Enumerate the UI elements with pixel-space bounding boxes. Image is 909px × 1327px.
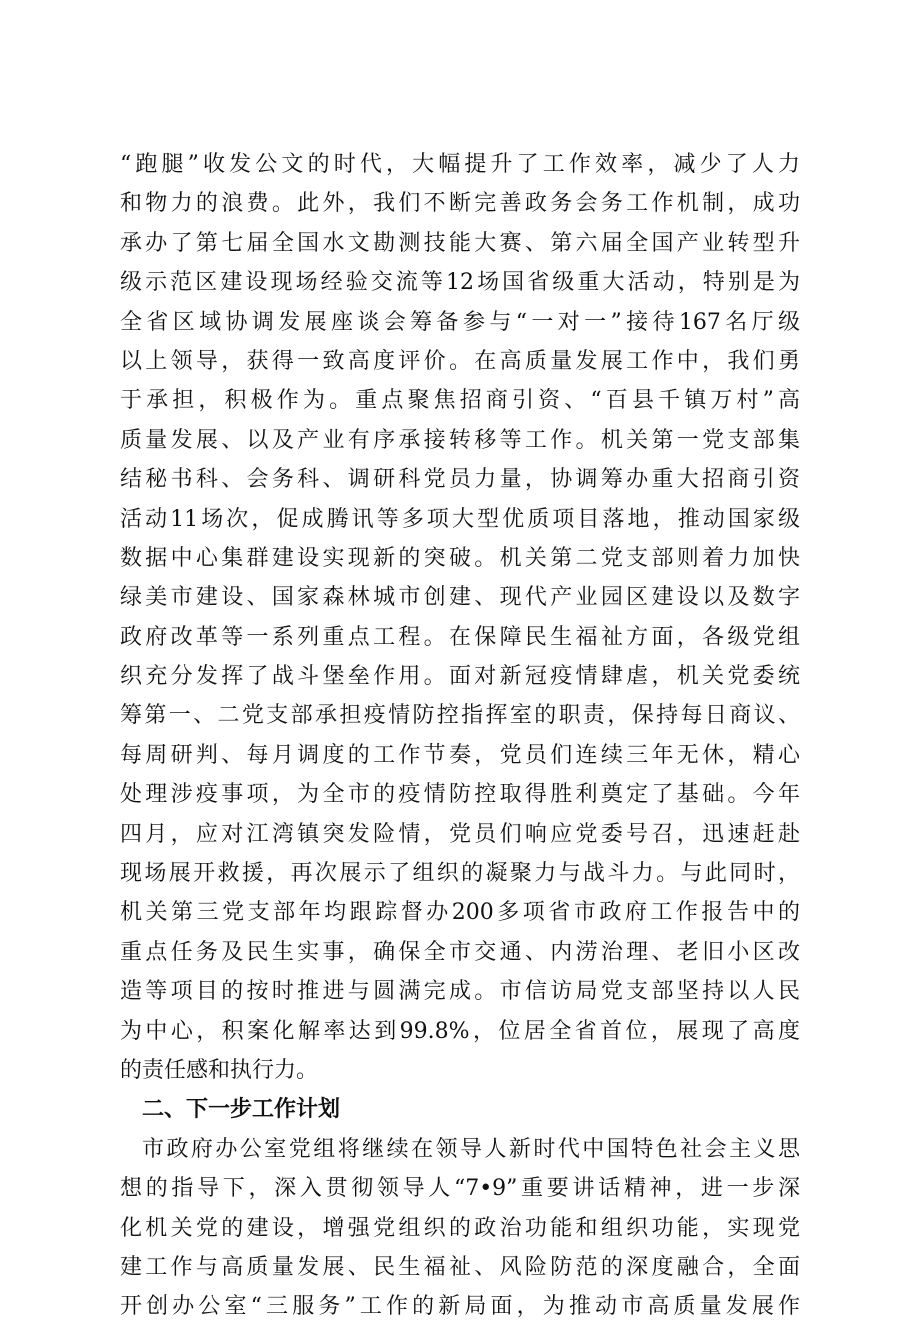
text-line: 四月，应对江湾镇突发险情，党员们响应党委号召，迅速赶赴 <box>120 821 800 847</box>
text-line: 现场展开救援，再次展示了组织的凝聚力与战斗力。与此同时， <box>120 861 800 887</box>
section-heading: 二、下一步工作计划 <box>142 1097 341 1123</box>
text-line: 每周研判、每月调度的工作节奏，党员们连续三年无休，精心 <box>120 742 800 768</box>
text-line: 重点任务及民生实事，确保全市交通、内涝治理、老旧小区改 <box>120 939 800 965</box>
text-line: 机关第三党支部年均跟踪督办200多项省市政府工作报告中的 <box>120 900 800 926</box>
text-line: 以上领导，获得一致高度评价。在高质量发展工作中，我们勇 <box>120 348 800 374</box>
text-line: 市政府办公室党组将继续在领导人新时代中国特色社会主义思 <box>142 1136 800 1162</box>
text-line: 和物力的浪费。此外，我们不断完善政务会务工作机制，成功 <box>120 191 800 217</box>
paragraph-work-plan <box>120 1130 800 1327</box>
text-line: 造等项目的按时推进与圆满完成。市信访局党支部坚持以人民 <box>120 979 800 1005</box>
text-line: 全省区域协调发展座谈会筹备参与“一对一”接待167名厅级 <box>120 309 800 335</box>
text-line: 处理涉疫事项，为全市的疫情防控取得胜利奠定了基础。今年 <box>120 782 800 808</box>
text-line: 结秘书科、会务科、调研科党员力量，协调筹办重大招商引资 <box>120 467 800 493</box>
text-line: 承办了第七届全国水文勘测技能大赛、第六届全国产业转型升 <box>120 230 800 256</box>
text-line: 活动11场次，促成腾讯等多项大型优质项目落地，推动国家级 <box>120 506 800 532</box>
text-line: 的责任感和执行力。 <box>120 1057 319 1083</box>
text-line: 想的指导下，深入贯彻领导人“7•9”重要讲话精神，进一步深 <box>120 1176 800 1202</box>
text-line: 筹第一、二党支部承担疫情防控指挥室的职责，保持每日商议、 <box>120 703 800 729</box>
text-line: 为中心，积案化解率达到99.8%，位居全省首位，展现了高度 <box>120 1018 800 1044</box>
text-line: 于承担，积极作为。重点聚焦招商引资、“百县千镇万村”高 <box>120 388 800 414</box>
text-line: 织充分发挥了战斗堡垒作用。面对新冠疫情肆虐，机关党委统 <box>120 664 800 690</box>
text-line: 级示范区建设现场经验交流等12场国省级重大活动，特别是为 <box>120 270 800 296</box>
text-line: 政府改革等一系列重点工程。在保障民生福祉方面，各级党组 <box>120 624 800 650</box>
document-body <box>120 145 800 1327</box>
text-line: “跑腿”收发公文的时代，大幅提升了工作效率，减少了人力 <box>120 152 800 177</box>
text-line: 绿美市建设、国家森林城市创建、现代产业园区建设以及数字 <box>120 585 800 611</box>
paragraph-achievements <box>120 145 800 1090</box>
text-line: 开创办公室“三服务”工作的新局面，为推动市高质量发展作 <box>120 1294 800 1320</box>
text-line: 质量发展、以及产业有序承接转移等工作。机关第一党支部集 <box>120 427 800 453</box>
text-line: 化机关党的建设，增强党组织的政治功能和组织功能，实现党 <box>120 1215 800 1241</box>
text-line: 建工作与高质量发展、民生福祉、风险防范的深度融合，全面 <box>120 1254 800 1280</box>
text-line: 数据中心集群建设实现新的突破。机关第二党支部则着力加快 <box>120 545 800 571</box>
